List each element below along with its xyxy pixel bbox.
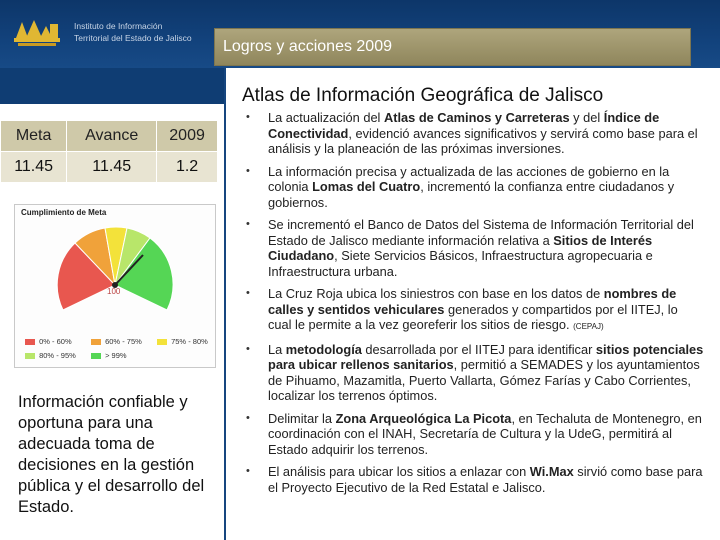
gauge-title: Cumplimiento de Meta bbox=[21, 208, 107, 217]
legend-item-orange bbox=[91, 337, 142, 346]
bullet-text: La Cruz Roja ubica los siniestros con base en los datos de bbox=[268, 286, 604, 301]
bullet-text: generados y compartidos por el IITEJ, lo cual le permite a la vez georeferir los sitios de riesgo. bbox=[268, 301, 678, 332]
left-statement: Información confiable y oportuna para una adecuada toma de decisiones en la gestión pública y el desarrollo del Estado. bbox=[18, 393, 205, 516]
bullet-emphasis: Atlas de Caminos y Carreteras bbox=[383, 110, 570, 125]
legend-swatch-orange bbox=[91, 339, 101, 345]
bullet-icon: • bbox=[246, 465, 250, 477]
legend-label: 80% - 95% bbox=[39, 351, 76, 360]
bullet-text: Se incrementó el Banco de Datos del Sistema de Información Territorial del Estado de Jalisco mediante información relativa a bbox=[268, 217, 694, 248]
bullet-text: , incrementó la confianza entre ciudadanos y gobiernos. bbox=[268, 179, 675, 210]
bullet-emphasis: Zona Arqueológica La Picota bbox=[335, 410, 512, 426]
bullet-icon: • bbox=[246, 287, 250, 299]
bullet-text: y del bbox=[569, 110, 604, 125]
bullet-text: (CEPAJ) bbox=[573, 322, 604, 331]
legend-label: 60% - 75% bbox=[105, 337, 142, 346]
bullet-text: , permitió a SEMADES y los ayuntamientos de Pihuamo, Mazamitla, Puerto Vallarta, Gómez Farías y Cabo Corrientes, localizar los terrenos óptimos. bbox=[268, 357, 700, 403]
bullet-text: La bbox=[268, 341, 286, 357]
section-title: Logros y acciones 2009 bbox=[223, 38, 392, 55]
bullet-emphasis: nombres de calles y sentidos vehiculares bbox=[268, 286, 677, 317]
institute-name bbox=[74, 20, 192, 44]
list-item bbox=[246, 464, 704, 495]
bullet-text: La información precisa y actualizada de las acciones de gobierno en la colonia bbox=[268, 163, 670, 194]
stats-table bbox=[0, 120, 218, 183]
legend-swatch-yellow bbox=[157, 339, 167, 345]
list-item bbox=[246, 342, 704, 404]
bullet-emphasis: Lomas del Cuatro bbox=[312, 179, 421, 194]
list-item bbox=[246, 110, 704, 157]
list-item bbox=[246, 411, 704, 458]
gauge-dial bbox=[15, 215, 215, 335]
institute-name-line1: Instituto de Información bbox=[74, 21, 163, 31]
bullet-text: , evidenció avances significativos y servirá como base para el análisis y la planeación de las próximas inversiones. bbox=[268, 125, 698, 156]
bullet-icon: • bbox=[246, 342, 250, 355]
bullet-text: desarrollada por el IITEJ para identificar bbox=[361, 341, 596, 357]
bullet-emphasis: Sitios de Interés Ciudadano bbox=[268, 232, 653, 263]
stats-header-avance: Avance bbox=[67, 121, 157, 152]
legend-label: 0% - 60% bbox=[39, 337, 72, 346]
stats-value-meta: 11.45 bbox=[1, 152, 67, 183]
stats-value-avance: 11.45 bbox=[67, 152, 157, 183]
bullet-icon: • bbox=[246, 218, 250, 230]
bullet-text: La actualización del bbox=[268, 110, 384, 125]
section-title-banner bbox=[214, 28, 691, 66]
stats-header-meta: Meta bbox=[1, 121, 67, 152]
page-title: Atlas de Información Geográfica de Jalisco bbox=[242, 85, 604, 106]
legend-item-yellow bbox=[157, 337, 208, 346]
bullet-text: Delimitar la bbox=[268, 410, 336, 426]
bullet-text: sirvió como base para el Proyecto Ejecutivo de la Red Estatal e Jalisco. bbox=[268, 464, 703, 495]
bullet-icon: • bbox=[246, 164, 250, 177]
goal-gauge bbox=[14, 204, 216, 368]
legend-item-lightgreen bbox=[25, 351, 76, 360]
bullet-emphasis: sitios potenciales para ubicar rellenos sanitarios bbox=[268, 341, 704, 372]
legend-swatch-lightgreen bbox=[25, 353, 35, 359]
bullet-emphasis: Índice de Conectividad bbox=[268, 110, 660, 141]
list-item bbox=[246, 164, 704, 211]
stats-value-year: 1.2 bbox=[157, 152, 218, 183]
bullet-emphasis: metodología bbox=[285, 341, 362, 357]
list-item bbox=[246, 217, 704, 279]
bullet-emphasis: Wi.Max bbox=[529, 464, 574, 479]
bullet-icon: • bbox=[246, 411, 250, 424]
institute-name-line2: Territorial del Estado de Jalisco bbox=[74, 33, 192, 43]
legend-label: 75% - 80% bbox=[171, 337, 208, 346]
stats-header-row bbox=[1, 121, 218, 152]
stats-header-year: 2009 bbox=[157, 121, 218, 152]
legend-label: > 99% bbox=[105, 351, 127, 360]
bullet-icon: • bbox=[246, 111, 250, 123]
legend-item-green bbox=[91, 351, 127, 360]
vertical-divider bbox=[224, 68, 226, 540]
achievements-list bbox=[246, 110, 704, 502]
list-item bbox=[246, 286, 704, 335]
institute-logo-icon bbox=[12, 18, 62, 48]
legend-swatch-red bbox=[25, 339, 35, 345]
bullet-text: , Siete Servicios Básicos, Infraestructura agropecuaria e Infraestructura urbana. bbox=[268, 248, 653, 279]
bullet-text: El análisis para ubicar los sitios a enlazar con bbox=[268, 464, 530, 479]
stats-value-row bbox=[1, 152, 218, 183]
legend-item-red bbox=[25, 337, 72, 346]
gauge-value: 100 bbox=[107, 287, 121, 296]
bullet-text: , en Techaluta de Montenegro, en coordinación con el INAH, Secretaría de Cultura y la UdeG, permitirá al Estado adquirir los terrenos. bbox=[268, 410, 702, 457]
legend-swatch-green bbox=[91, 353, 101, 359]
